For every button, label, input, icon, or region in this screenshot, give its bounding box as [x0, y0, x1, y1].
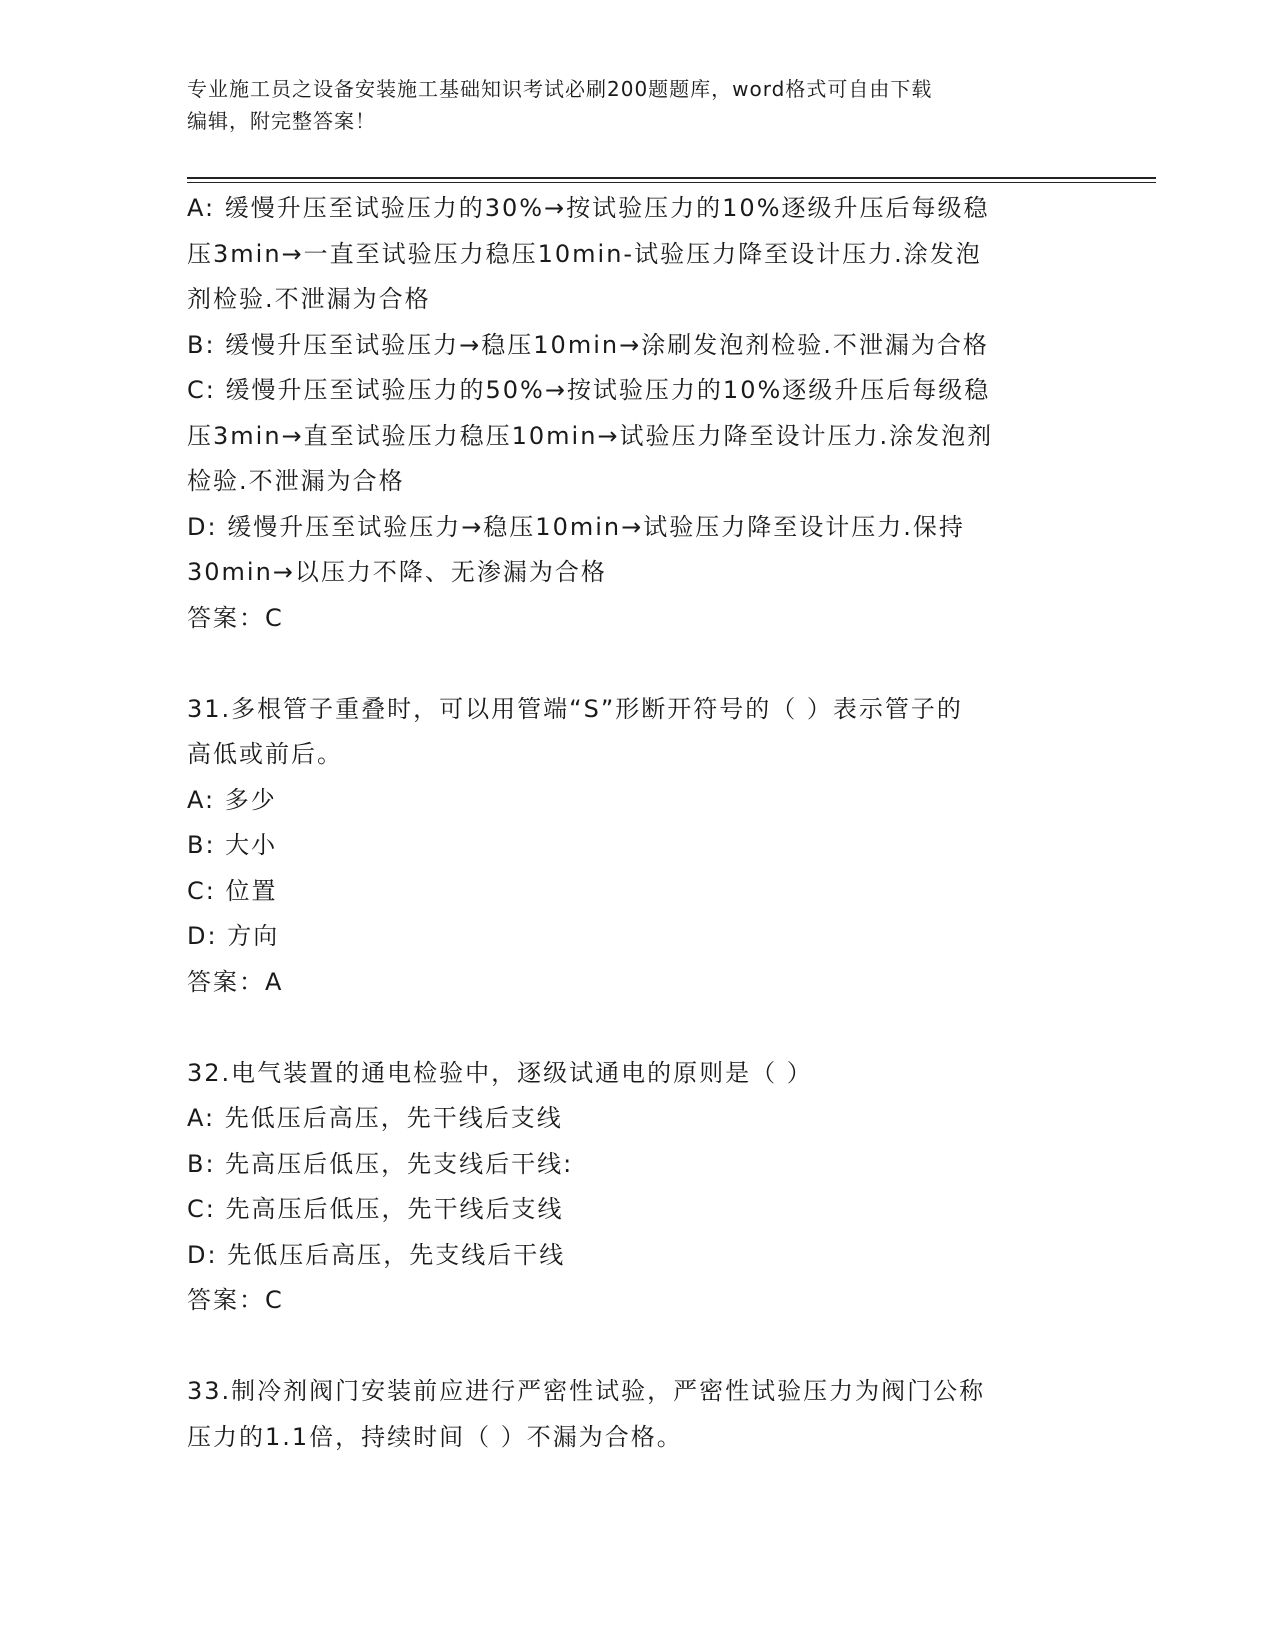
question-stem-line-1: 33.制冷剂阀门安装前应进行严密性试验，严密性试验压力为阀门公称 [187, 1377, 986, 1405]
question-stem-line-1: 31.多根管子重叠时，可以用管端“S”形断开符号的（ ）表示管子的 [187, 694, 963, 723]
option-d-line-1: D: 缓慢升压至试验压力→稳压10min→试验压力降至设计压力.保持 [187, 512, 965, 541]
answer-q31: 答案：A [187, 967, 284, 996]
option-d-line-2: 30min→以压力不降、无渗漏为合格 [187, 558, 607, 586]
option-a-line-1: A: 缓慢升压至试验压力的30%→按试验压力的10%逐级升压后每级稳 [187, 194, 990, 222]
option-d: D: 方向 [187, 922, 280, 950]
answer-q30: 答案：C [187, 603, 284, 632]
option-c-line-1: C: 缓慢升压至试验压力的50%→按试验压力的10%逐级升压后每级稳 [187, 376, 991, 404]
option-a-line-2: 压3min→一直至试验压力稳压10min-试验压力降至设计压力.涂发泡 [187, 239, 982, 268]
header-divider [187, 177, 1156, 183]
option-a: A: 先低压后高压，先干线后支线 [187, 1104, 563, 1132]
spacer [187, 1324, 1087, 1370]
option-c-line-2: 压3min→直至试验压力稳压10min→试验压力降至设计压力.涂发泡剂 [187, 421, 994, 450]
header-title-line-1: 专业施工员之设备安装施工基础知识考试必刷200题题库，word格式可自由下载 [187, 77, 933, 101]
question-stem-line-2: 高低或前后。 [187, 740, 343, 768]
question-31 [187, 687, 1087, 1006]
question-stem-line-2: 压力的1.1倍，持续时间（ ）不漏为合格。 [187, 1422, 683, 1451]
option-b: B: 大小 [187, 831, 278, 859]
answer-q32: 答案：C [187, 1286, 284, 1314]
document-header [187, 73, 1087, 137]
spacer [187, 1005, 1087, 1051]
spacer [187, 641, 1087, 687]
option-b: B: 先高压后低压，先支线后干线: [187, 1149, 574, 1178]
header-title-line-2: 编辑，附完整答案！ [187, 109, 376, 133]
option-d: D: 先低压后高压，先支线后干线 [187, 1240, 566, 1269]
option-a-line-3: 剂检验.不泄漏为合格 [187, 285, 431, 313]
question-30 [187, 186, 1087, 641]
option-c: C: 位置 [187, 876, 278, 905]
question-33 [187, 1369, 1087, 1460]
option-b: B: 缓慢升压至试验压力→稳压10min→涂刷发泡剂检验.不泄漏为合格 [187, 330, 989, 359]
option-a: A: 多少 [187, 785, 277, 814]
option-c-line-3: 检验.不泄漏为合格 [187, 467, 405, 495]
option-c: C: 先高压后低压，先干线后支线 [187, 1195, 564, 1223]
document-body [187, 186, 1087, 1460]
question-32 [187, 1051, 1087, 1324]
question-stem: 32.电气装置的通电检验中，逐级试通电的原则是（ ） [187, 1058, 813, 1087]
